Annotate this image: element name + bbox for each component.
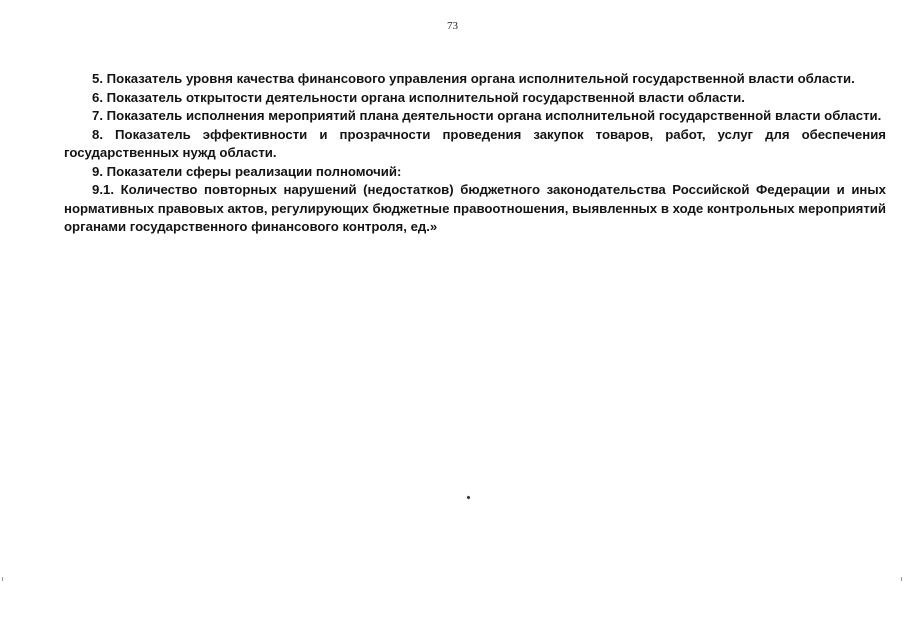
right-edge-tick (901, 577, 902, 581)
paragraph-indicator-7: 7. Показатель исполнения мероприятий плана деятельности органа исполнительной государственной власти области. (92, 108, 882, 123)
scan-speck (466, 495, 470, 499)
paragraph-indicator-6: 6. Показатель открытости деятельности органа исполнительной государственной власти области. (92, 89, 745, 105)
paragraph-indicator-9-1: 9.1. Количество повторных нарушений (недостатков) бюджетного законодательства Российской Федерации и иных нормативных правовых актов, регулирующих бюджетные правоотношения, выявленных в ходе контрольных мероприятий органами государственного финансового контроля, ед.» (64, 182, 886, 234)
left-edge-tick (2, 577, 3, 581)
paragraph-indicator-9: 9. Показатели сферы реализации полномочий: (92, 163, 402, 179)
paragraph-indicator-8: 8. Показатель эффективности и прозрачности проведения закупок товаров, работ, услуг для обеспечения государственных нужд области. (64, 126, 886, 160)
page-number: 73 (447, 20, 458, 32)
paragraph-indicator-5: 5. Показатель уровня качества финансового управления органа исполнительной государственной власти области. (92, 71, 855, 86)
document-body (64, 70, 886, 237)
